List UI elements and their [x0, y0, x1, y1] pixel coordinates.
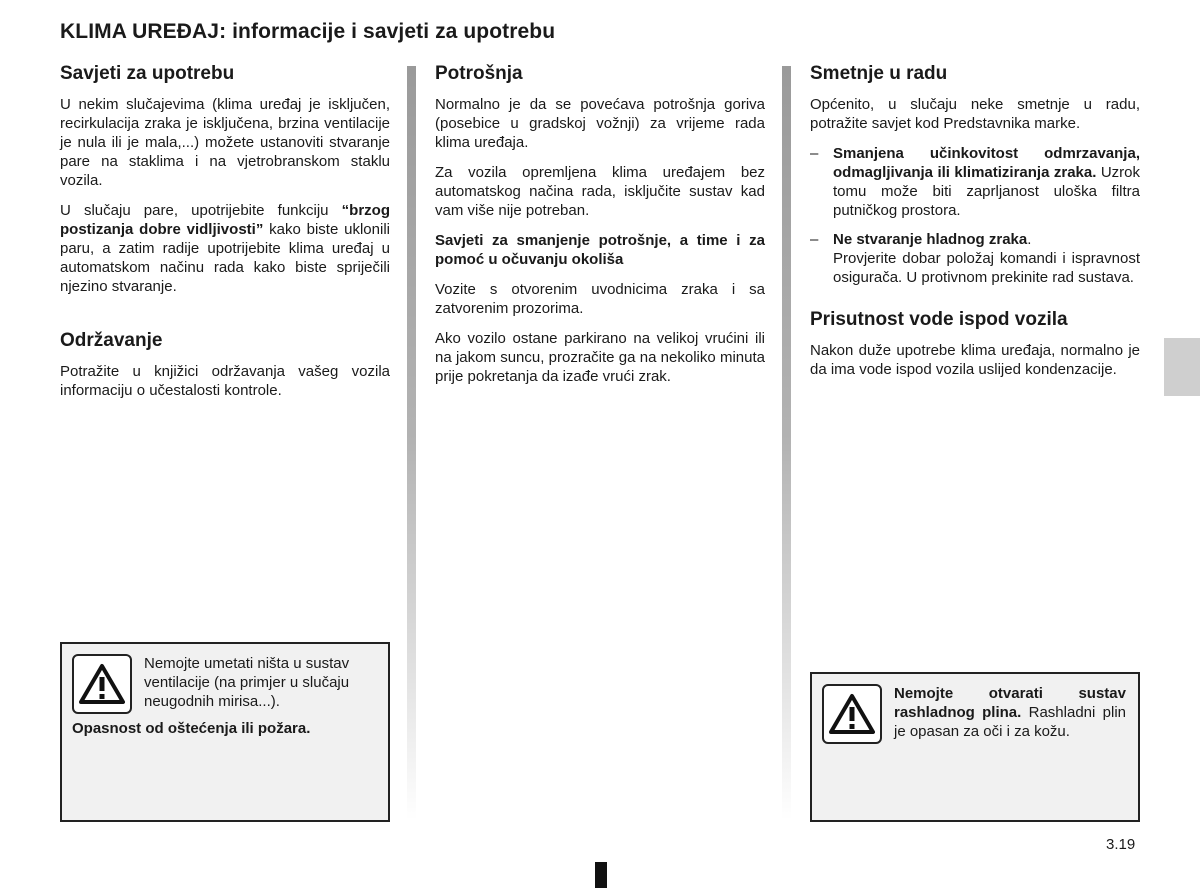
list-item: [810, 230, 1140, 287]
paragraph: Ako vozilo ostane parkirano na velikoj vrućini ili na jakom suncu, prozračite ga na nekoliko minuta prije pokretanja da izađe vrući zrak.: [435, 330, 765, 385]
paragraph: Vozite s otvorenim uvodnicima zraka i sa zatvorenim prozorima.: [435, 281, 765, 317]
warning-box-ventilation: [60, 642, 390, 822]
column-middle: [435, 62, 765, 397]
section-heading-consumption: Potrošnja: [435, 63, 523, 84]
malfunction-list: [810, 144, 1140, 287]
bold-text: Opasnost od oštećenja ili požara.: [72, 720, 311, 737]
paragraph: Potražite u knjižici održavanja vašeg vozila informaciju o učestalosti kontrole.: [60, 363, 390, 399]
crop-mark: [595, 862, 607, 888]
section-heading-maintenance: Održavanje: [60, 330, 163, 351]
paragraph: Normalno je da se povećava potrošnja goriva (posebice u gradskoj vožnji) za vrijeme rada klima uređaja.: [435, 96, 765, 151]
section-heading-usage-tips: Savjeti za upotrebu: [60, 63, 235, 84]
warning-text: Nemojte umetati ništa u sustav ventilacije (na primjer u slučaju neugodnih mirisa...).: [144, 655, 350, 710]
chapter-tab-marker: [1164, 338, 1200, 396]
bold-text: Ne stvaranje hladnog zraka: [833, 231, 1028, 248]
warning-triangle-icon: [822, 684, 882, 744]
paragraph: U nekim slučajevima (klima uređaj je isključen, recirkulacija zraka je isključena, brzina ventilacije je nula ili je mala,...) možete ustanoviti stvaranje pare na staklima i na vjetrobranskom staklu vozila.: [60, 96, 390, 189]
warning-bold-text: [72, 719, 376, 738]
bold-text: “brzog postizanja dobre vidljivosti”: [60, 202, 390, 238]
page-number: 3.19: [1106, 836, 1136, 853]
list-item: [810, 144, 1140, 220]
list-dash: –: [810, 145, 819, 162]
text-span: Rashladni plin je opasan za oči i za kožu.: [894, 704, 1126, 740]
bold-text: Savjeti za smanjenje potrošnje, a time i za pomoć u očuvanju okoliša: [435, 232, 765, 268]
section-heading-malfunctions: Smetnje u radu: [810, 63, 948, 84]
column-right: [810, 62, 1140, 390]
paragraph: [435, 231, 765, 269]
page-title: KLIMA UREĐAJ: informacije i savjeti za upotrebu: [60, 20, 556, 43]
column-divider: [407, 66, 416, 820]
text-span: Uzrok tomu može biti zaprljanost uloška filtra putničkog prostora.: [833, 164, 1140, 219]
section-heading-water-under-vehicle: Prisutnost vode ispod vozila: [810, 309, 1068, 330]
paragraph: Nakon duže upotrebe klima uređaja, normalno je da ima vode ispod vozila uslijed kondenzacije.: [810, 342, 1140, 378]
column-left: [60, 62, 390, 411]
paragraph: Za vozila opremljena klima uređajem bez automatskog načina rada, isključite sustav kad vam više nije potreban.: [435, 164, 765, 219]
list-dash: –: [810, 231, 819, 248]
text-span: .: [1027, 231, 1032, 248]
warning-triangle-icon: [72, 654, 132, 714]
text-span: U slučaju pare, upotrijebite funkciju: [60, 202, 342, 219]
text-span: kako biste uklonili paru, a zatim radije upotrijebite klima uređaj u automatskom načinu rada kako biste spriječili njezino stvaranje.: [60, 221, 390, 295]
warning-box-refrigerant: [810, 672, 1140, 822]
paragraph: Općenito, u slučaju neke smetnje u radu, potražite savjet kod Predstavnika marke.: [810, 96, 1140, 132]
text-span: Provjerite dobar položaj komandi i ispravnost osigurača. U protivnom prekinite rad sustava.: [833, 250, 1140, 286]
bold-text: Smanjena učinkovitost odmrzavanja, odmagljivanja ili klimatiziranja zraka.: [833, 145, 1140, 181]
bold-text: Nemojte otvarati sustav rashladnog plina.: [894, 685, 1126, 721]
column-divider: [782, 66, 791, 820]
paragraph: [60, 201, 390, 296]
